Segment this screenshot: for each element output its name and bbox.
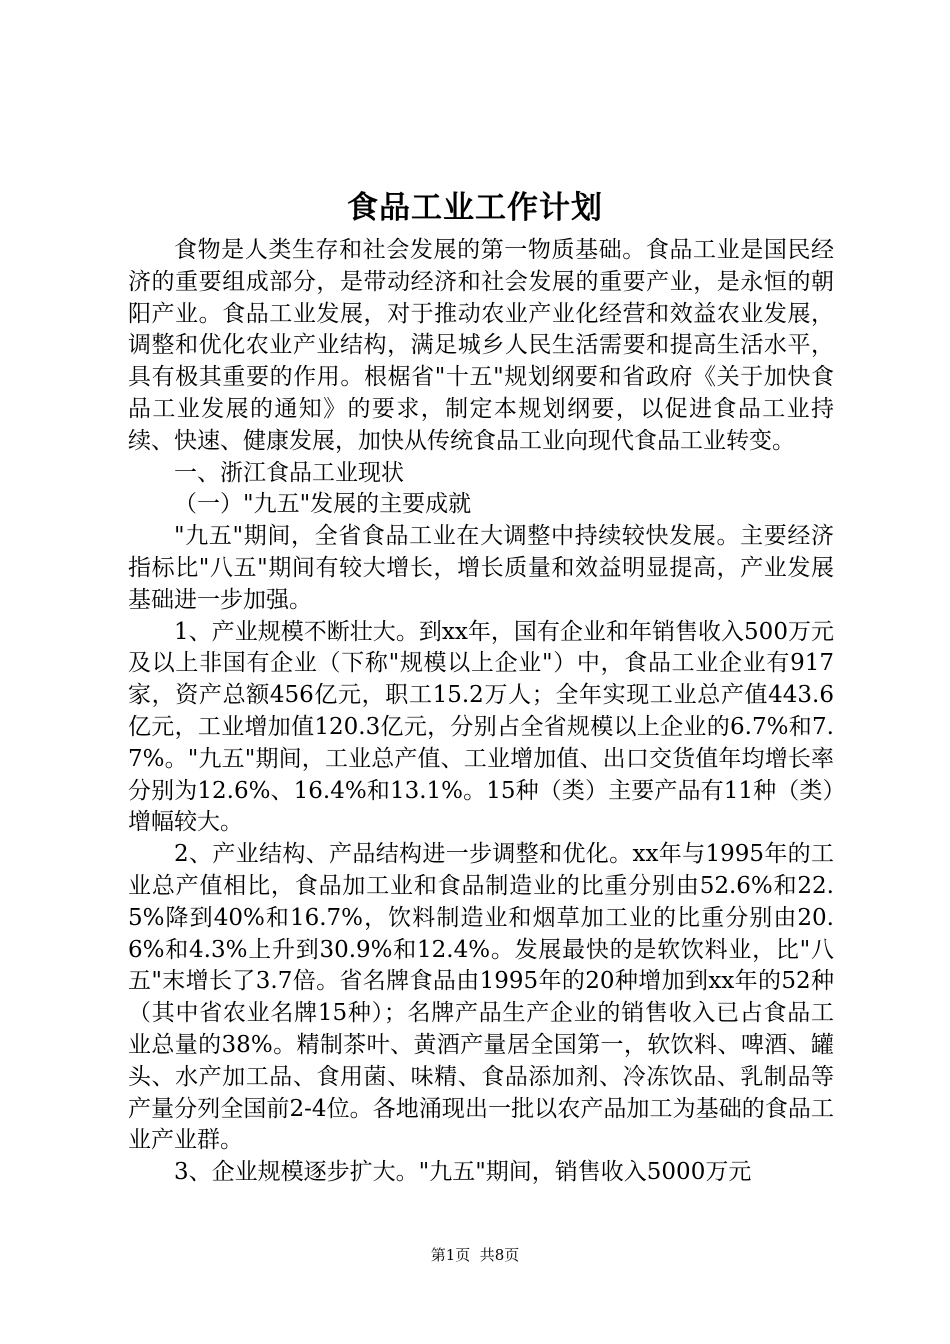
- section-heading: 一、浙江食品工业现状: [174, 459, 404, 486]
- document-body: [128, 235, 834, 1189]
- paragraph-item-2: 2、产业结构、产品结构进一步调整和优化。xx年与1995年的工业总产值相比，食品加工业和食品制造业的比重分别由52.6%和22.5%降到40%和16.7%，饮料制造业和烟草加工业的比重分别由20.6%和4.3%上升到30.9%和12.4%。发展最快的是软饮料业，比"八五"末增长了3.7倍。省名牌食品由1995年的20种增加到xx年的52种（其中省农业名牌15种）；名牌产品生产企业的销售收入已占食品工业总量的38%。精制茶叶、黄酒产量居全国第一，软饮料、啤酒、罐头、水产加工品、食用菌、味精、食品添加剂、冷冻饮品、乳制品等产量分列全国前2-4位。各地涌现出一批以农产品加工为基础的食品工业产业群。: [128, 841, 834, 1154]
- page-number: 第1页 共8页: [430, 1246, 520, 1264]
- paragraph-intro: 食物是人类生存和社会发展的第一物质基础。食品工业是国民经济的重要组成部分，是带动经济和社会发展的重要产业，是永恒的朝阳产业。食品工业发展，对于推动农业产业化经营和效益农业发展，调整和优化农业产业结构，满足城乡人民生活需要和提高生活水平，具有极其重要的作用。根椐省"十五"规划纲要和省政府《关于加快食品工业发展的通知》的要求，制定本规划纲要，以促进食品工业持续、快速、健康发展，加快从传统食品工业向现代食品工业转变。: [128, 237, 834, 454]
- paragraph-item-1: 1、产业规模不断壮大。到xx年，国有企业和年销售收入500万元及以上非国有企业（下称"规模以上企业"）中，食品工业企业有917家，资产总额456亿元，职工15.2万人；全年实现工业总产值443.6亿元，工业增加值120.3亿元，分别占全省规模以上企业的6.7%和7.7%。"九五"期间，工业总产值、工业增加值、出口交货值年均增长率分别为12.6%、16.4%和13.1%。15种（类）主要产品有11种（类）增幅较大。: [128, 618, 834, 836]
- paragraph-overview: "九五"期间，全省食品工业在大调整中持续较快发展。主要经济指标比"八五"期间有较大增长，增长质量和效益明显提高，产业发展基础进一步加强。: [128, 523, 834, 613]
- page-footer: [0, 1245, 950, 1265]
- document-title: 食品工业工作计划: [347, 190, 603, 226]
- paragraph-item-3: 3、企业规模逐步扩大。"九五"期间，销售收入5000万元: [174, 1159, 752, 1186]
- subsection-heading: （一）"九五"发展的主要成就: [174, 491, 472, 518]
